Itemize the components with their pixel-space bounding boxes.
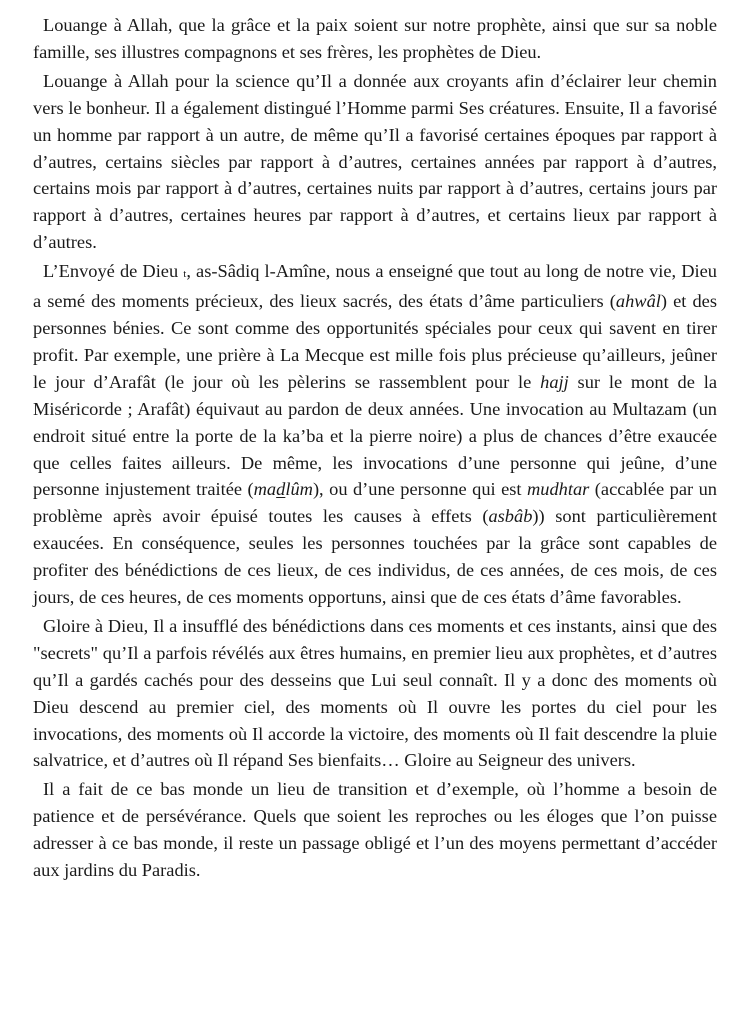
text-segment: Louange à Allah pour la science qu’Il a donnée aux croyants afin d’éclairer leur chemin vers le bonheur. Il a également distingué l’Homme parmi Ses créatures. Ensuite, Il a favorisé un homme par rapport à un autre, de même qu’Il a favorisé certaines époques par rapport à d’autres, certains siècles par rapport à d’autres, certaines années par rapport à d’autres, certains mois par rapport à d’autres, certaines nuits par rapport à d’autres, certains jours par rapport à d’autres, certaines heures par rapport à d’autres, et certains lieux par rapport à d’autres. bbox=[33, 70, 717, 253]
salutation-symbol: t bbox=[183, 268, 187, 281]
text-segment: (accablée par un problème après avoir épuisé toutes les causes à effets ( bbox=[33, 479, 718, 527]
text-segment: Gloire à Dieu, Il a insufflé des bénédictions dans ces moments et ces instants, ainsi que des "secrets" qu’Il a parfois révélés aux êtres humains, en premier lieu aux prophètes, et d’autres qu’Il a gardés cachés pour des desseins que Lui seul connaît. Il y a donc des moments où Dieu descend au premier ciel, des moments où Il ouvre les portes du ciel pour les invocations, des moments où Il accorde la victoire, des moments où Il fait descendre la pluie salvatrice, et d’autres où Il répand Ses bienfaits… Gloire au Seigneur des univers. bbox=[33, 615, 717, 771]
italic-term-madlum-part2: lûm bbox=[285, 479, 313, 500]
italic-term-mudhtar: mudhtar bbox=[527, 479, 590, 500]
text-segment: )) sont particulièrement exaucées. En conséquence, seules les personnes touchées par la grâce sont capables de profiter des bénédictions de ces lieux, de ces individus, de ces années, de ces mois, de ces jours, de ces heures, de ces moments opportuns, ainsi que de ces états d’âme favorables. bbox=[33, 506, 717, 608]
text-segment: Il a fait de ce bas monde un lieu de transition et d’exemple, où l’homme a besoin de patience et de persévérance. Quels que soient les reproches ou les éloges que l’on puisse adresser à ce bas monde, il reste un passage obligé et l’un des moyens permettant d’accéder aux jardins du Paradis. bbox=[33, 779, 717, 881]
text-segment: Louange à Allah, que la grâce et la paix soient sur notre prophète, ainsi que sur sa noble famille, ses illustres compagnons et ses frères, les prophètes de Dieu. bbox=[33, 15, 717, 62]
text-segment: sur le mont de la Miséricorde ; Arafât) équivaut au pardon de deux années. Une invocation au Multazam (un endroit situé entre la porte de la ka’ba et la pierre noire) a plus de chances d’être exaucée que celles faites ailleurs. De même, les invocations d’une personne qui jeûne, d’une personne injustement traitée ( bbox=[33, 371, 717, 500]
paragraph-4 bbox=[33, 613, 717, 774]
document-body bbox=[33, 12, 717, 884]
italic-term-asbab: asbâb bbox=[488, 506, 533, 527]
text-segment: L’Envoyé de Dieu bbox=[43, 261, 184, 282]
paragraph-3 bbox=[33, 258, 717, 611]
text-segment: ) et des personnes bénies. Ce sont comme des opportunités spéciales pour ceux qui savent en tirer profit. Par exemple, une prière à La Mecque est mille fois plus précieuse qu’ailleurs, jeûner le jour d’Arafât (le jour où les pèlerins se rassemblent pour le bbox=[33, 291, 717, 392]
paragraph-2 bbox=[33, 68, 717, 256]
italic-term-madlum-underlined: d bbox=[276, 479, 286, 500]
paragraph-5 bbox=[33, 776, 717, 884]
text-segment: , as-Sâdiq l-Amîne, nous a enseigné que tout au long de notre vie, Dieu a semé des moments précieux, des lieux sacrés, des états d’âme particuliers ( bbox=[33, 261, 717, 312]
italic-term-hajj: hajj bbox=[540, 371, 569, 392]
italic-term-ahwal: ahwâl bbox=[615, 291, 661, 312]
text-segment: ), ou d’une personne qui est bbox=[312, 479, 527, 500]
paragraph-1 bbox=[33, 12, 717, 66]
italic-term-madlum-part1: ma bbox=[253, 479, 277, 500]
